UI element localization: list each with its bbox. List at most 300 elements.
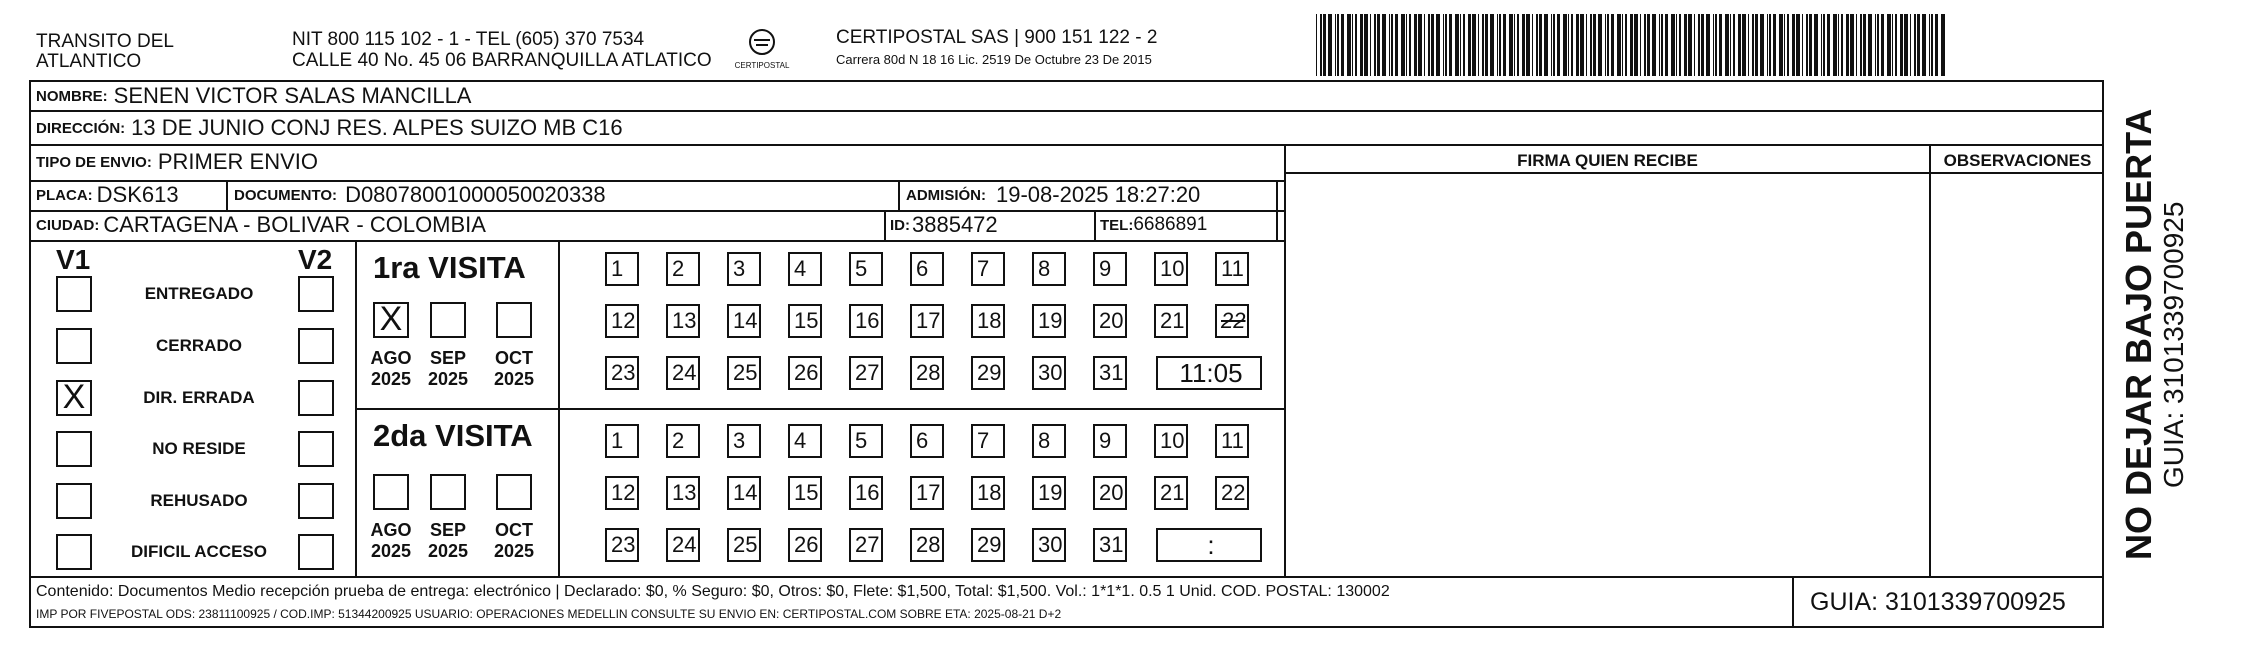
barcode-bar bbox=[1821, 14, 1822, 76]
barcode-bar bbox=[1904, 14, 1908, 76]
divider bbox=[1929, 144, 1931, 576]
divider bbox=[226, 180, 228, 210]
direccion-value: 13 DE JUNIO CONJ RES. ALPES SUIZO MB C16 bbox=[131, 115, 623, 140]
id-value: 3885472 bbox=[912, 212, 998, 237]
barcode-bar bbox=[1661, 14, 1663, 76]
v2-checkbox[interactable] bbox=[298, 431, 334, 467]
v1-checkbox[interactable] bbox=[56, 276, 92, 312]
side-guia: GUIA: 3101339700925 bbox=[2158, 201, 2189, 488]
month-year: 2025 bbox=[493, 541, 535, 561]
divider bbox=[29, 144, 2104, 146]
barcode-bar bbox=[1316, 14, 1317, 76]
day-box[interactable]: 10 bbox=[1154, 424, 1188, 458]
v1-checkbox[interactable] bbox=[56, 431, 92, 467]
day-box[interactable]: 19 bbox=[1032, 476, 1066, 510]
barcode-bar bbox=[1665, 14, 1668, 76]
barcode-bar bbox=[1688, 14, 1692, 76]
barcode-bar bbox=[1935, 14, 1938, 76]
divider bbox=[29, 240, 1284, 242]
direccion-row bbox=[36, 114, 623, 142]
v2-checkbox[interactable] bbox=[298, 380, 334, 416]
barcode-bar bbox=[1370, 14, 1371, 76]
v1-checkbox[interactable] bbox=[56, 534, 92, 570]
barcode-bar bbox=[1418, 14, 1422, 76]
day-box[interactable]: 9 bbox=[1093, 252, 1127, 286]
day-box[interactable]: 7 bbox=[971, 424, 1005, 458]
admision-field bbox=[906, 181, 1200, 209]
barcode-bar bbox=[1900, 14, 1903, 76]
barcode-bar bbox=[1514, 14, 1515, 76]
barcode-bar bbox=[1827, 14, 1830, 76]
barcode-bar bbox=[1431, 14, 1434, 76]
barcode-bar bbox=[1706, 14, 1710, 76]
v2-header: V2 bbox=[298, 244, 333, 275]
day-box[interactable]: 5 bbox=[849, 252, 883, 286]
barcode-bar bbox=[1659, 14, 1660, 76]
barcode-bar bbox=[1395, 14, 1398, 76]
day-box[interactable]: 8 bbox=[1032, 252, 1066, 286]
time-box[interactable]: 11:05 bbox=[1156, 356, 1262, 390]
month-checkbox[interactable] bbox=[430, 302, 466, 338]
day-box[interactable]: 27 bbox=[849, 528, 883, 562]
day-box[interactable]: 22 bbox=[1215, 304, 1249, 338]
barcode-bar bbox=[1856, 14, 1857, 76]
day-box[interactable]: 31 bbox=[1093, 356, 1127, 390]
month-label bbox=[420, 348, 476, 390]
v2-checkbox[interactable] bbox=[298, 483, 334, 519]
barcode-bar bbox=[1868, 14, 1872, 76]
barcode-bar bbox=[1694, 14, 1695, 76]
barcode-bar bbox=[1568, 14, 1569, 76]
documento-field bbox=[234, 181, 606, 209]
time-box[interactable]: : bbox=[1156, 528, 1262, 562]
barcode-bar bbox=[1738, 14, 1741, 76]
barcode-bar bbox=[1796, 14, 1800, 76]
day-box[interactable]: 16 bbox=[849, 476, 883, 510]
barcode-bar bbox=[1914, 14, 1916, 76]
divider bbox=[884, 210, 886, 240]
barcode-bar bbox=[1335, 14, 1336, 76]
v1-checkbox[interactable] bbox=[56, 483, 92, 519]
barcode-bar bbox=[1478, 14, 1479, 76]
barcode-bar bbox=[1644, 14, 1646, 76]
barcode-bar bbox=[1553, 14, 1555, 76]
month-year: 2025 bbox=[370, 369, 412, 389]
day-box[interactable]: 5 bbox=[849, 424, 883, 458]
barcode-bar bbox=[1679, 14, 1681, 76]
barcode-bar bbox=[1598, 14, 1602, 76]
day-box[interactable]: 17 bbox=[910, 476, 944, 510]
barcode-bar bbox=[1809, 14, 1812, 76]
status-option-label: CERRADO bbox=[156, 336, 242, 355]
day-box[interactable]: 8 bbox=[1032, 424, 1066, 458]
barcode-bar bbox=[1428, 14, 1430, 76]
barcode-bar bbox=[1792, 14, 1795, 76]
day-box[interactable]: 7 bbox=[971, 252, 1005, 286]
month-year: 2025 bbox=[493, 369, 535, 389]
month-name: SEP bbox=[429, 348, 467, 368]
day-box[interactable]: 29 bbox=[971, 356, 1005, 390]
barcode-bar bbox=[1929, 14, 1930, 76]
ciudad-label: CIUDAD: bbox=[36, 216, 100, 234]
day-box[interactable]: 21 bbox=[1154, 304, 1188, 338]
tel-value: 6686891 bbox=[1133, 214, 1208, 235]
barcode-bar bbox=[1779, 14, 1783, 76]
barcode-bar bbox=[1382, 14, 1386, 76]
barcode-bar bbox=[1733, 14, 1735, 76]
day-box[interactable]: 1 bbox=[605, 424, 639, 458]
barcode-bar bbox=[1676, 14, 1677, 76]
divider bbox=[1792, 576, 1794, 628]
contenido-line: Contenido: Documentos Medio recepción prueba de entrega: electrónico | Declarado: $0, % Seguro: $0, Otros: $0, Flete: $1,500, Total: $1,500. Vol.: 1*1*1. 0.5 1 Unid. COD. POSTAL: 130002 bbox=[36, 583, 1390, 600]
documento-label: DOCUMENTO: bbox=[234, 186, 338, 204]
day-box[interactable]: 23 bbox=[605, 528, 639, 562]
tipo-envio-value: PRIMER ENVIO bbox=[157, 149, 318, 174]
day-box[interactable]: 24 bbox=[666, 356, 700, 390]
barcode-bar bbox=[1449, 14, 1452, 76]
barcode-bar bbox=[1455, 14, 1459, 76]
nombre-value: SENEN VICTOR SALAS MANCILLA bbox=[113, 83, 472, 108]
month-name: SEP bbox=[429, 520, 467, 540]
day-box[interactable]: 4 bbox=[788, 424, 822, 458]
barcode-bar bbox=[1769, 14, 1771, 76]
v1-header: V1 bbox=[56, 244, 91, 275]
barcode-bar bbox=[1503, 14, 1506, 76]
barcode-bar bbox=[1833, 14, 1837, 76]
status-option-label: NO RESIDE bbox=[152, 439, 246, 458]
day-box[interactable]: 23 bbox=[605, 356, 639, 390]
barcode-bar bbox=[1671, 14, 1675, 76]
barcode-bar bbox=[1424, 14, 1425, 76]
v2-checkbox[interactable] bbox=[298, 276, 334, 312]
month-label bbox=[363, 348, 419, 390]
barcode-bar bbox=[1482, 14, 1484, 76]
month-checkbox[interactable] bbox=[430, 474, 466, 510]
barcode-bar bbox=[1941, 14, 1945, 76]
barcode-bar bbox=[1593, 14, 1596, 76]
id-label: ID: bbox=[890, 216, 910, 234]
month-checkbox[interactable] bbox=[496, 302, 532, 338]
month-name: AGO bbox=[370, 348, 412, 368]
address-line: CALLE 40 No. 45 06 BARRANQUILLA ATLATICO bbox=[292, 50, 712, 71]
day-box[interactable]: 3 bbox=[727, 424, 761, 458]
barcode-bar bbox=[1617, 14, 1621, 76]
barcode-bar bbox=[1463, 14, 1465, 76]
org-name-line2: ATLANTICO bbox=[36, 51, 142, 72]
day-box[interactable]: 17 bbox=[910, 304, 944, 338]
barcode-bar bbox=[1787, 14, 1789, 76]
footer-guia: GUIA: 3101339700925 bbox=[1810, 588, 2066, 616]
day-box[interactable]: 29 bbox=[971, 528, 1005, 562]
barcode-bar bbox=[1580, 14, 1584, 76]
barcode-bar bbox=[1586, 14, 1587, 76]
placa-value: DSK613 bbox=[96, 182, 179, 207]
barcode-bar bbox=[1436, 14, 1440, 76]
month-name: AGO bbox=[370, 520, 412, 540]
barcode-bar bbox=[1725, 14, 1729, 76]
barcode-bar bbox=[1823, 14, 1825, 76]
divider bbox=[355, 408, 1284, 410]
barcode-bar bbox=[1445, 14, 1447, 76]
month-label bbox=[420, 520, 476, 562]
ciudad-value: CARTAGENA - BOLIVAR - COLOMBIA bbox=[103, 212, 486, 237]
day-box[interactable]: 20 bbox=[1093, 304, 1127, 338]
barcode-bar bbox=[1841, 14, 1843, 76]
barcode-bar bbox=[1571, 14, 1573, 76]
barcode-bar bbox=[1701, 14, 1704, 76]
day-box[interactable]: 9 bbox=[1093, 424, 1127, 458]
day-box[interactable]: 12 bbox=[605, 304, 639, 338]
admision-label: ADMISIÓN: bbox=[906, 186, 986, 204]
tipo-envio-row bbox=[36, 148, 318, 176]
month-label bbox=[363, 520, 419, 562]
barcode-bar bbox=[1802, 14, 1803, 76]
barcode-bar bbox=[1563, 14, 1567, 76]
barcode-bar bbox=[1539, 14, 1542, 76]
day-box[interactable]: 27 bbox=[849, 356, 883, 390]
barcode-bar bbox=[1409, 14, 1411, 76]
barcode-bar bbox=[1323, 14, 1326, 76]
barcode-bar bbox=[1773, 14, 1776, 76]
barcode-bar bbox=[1509, 14, 1513, 76]
divider bbox=[1276, 180, 1278, 240]
barcode-bar bbox=[1684, 14, 1687, 76]
barcode-bar bbox=[1652, 14, 1656, 76]
barcode-bar bbox=[1391, 14, 1393, 76]
day-box[interactable]: 15 bbox=[788, 476, 822, 510]
month-year: 2025 bbox=[427, 369, 469, 389]
divider bbox=[1094, 210, 1096, 240]
day-box[interactable]: 21 bbox=[1154, 476, 1188, 510]
barcode-bar bbox=[1532, 14, 1533, 76]
org-name-line1: TRANSITO DEL bbox=[36, 31, 174, 52]
barcode-bar bbox=[1755, 14, 1758, 76]
documento-value: D08078001000050020338 bbox=[345, 182, 606, 207]
month-checkbox[interactable] bbox=[373, 474, 409, 510]
barcode-bar bbox=[1320, 14, 1322, 76]
barcode-bar bbox=[1607, 14, 1609, 76]
tipo-envio-label: TIPO DE ENVIO: bbox=[36, 153, 152, 171]
day-box[interactable]: 30 bbox=[1032, 356, 1066, 390]
barcode-bar bbox=[1917, 14, 1920, 76]
barcode-bar bbox=[1767, 14, 1768, 76]
barcode-bar bbox=[1347, 14, 1351, 76]
barcode-bar bbox=[1748, 14, 1749, 76]
barcode-bar bbox=[1838, 14, 1839, 76]
barcode-bar bbox=[1443, 14, 1444, 76]
day-box[interactable]: 31 bbox=[1093, 528, 1127, 562]
nombre-label: NOMBRE: bbox=[36, 87, 108, 105]
day-box[interactable]: 11 bbox=[1215, 252, 1249, 286]
barcode-bar bbox=[1895, 14, 1897, 76]
v1-checkbox[interactable] bbox=[56, 328, 92, 364]
day-box[interactable]: 22 bbox=[1215, 476, 1249, 510]
day-box[interactable]: 10 bbox=[1154, 252, 1188, 286]
barcode-bar bbox=[1490, 14, 1494, 76]
month-year: 2025 bbox=[427, 541, 469, 561]
admision-value: 19-08-2025 18:27:20 bbox=[996, 182, 1201, 207]
status-option-label: REHUSADO bbox=[150, 491, 248, 510]
month-year: 2025 bbox=[370, 541, 412, 561]
barcode-bar bbox=[1892, 14, 1893, 76]
barcode-bar bbox=[1863, 14, 1866, 76]
v1-checkbox[interactable]: X bbox=[56, 380, 92, 416]
nombre-row bbox=[36, 82, 471, 110]
barcode-bar bbox=[1630, 14, 1633, 76]
barcode-bar bbox=[1931, 14, 1933, 76]
barcode-bar bbox=[1713, 14, 1714, 76]
day-box[interactable]: 1 bbox=[605, 252, 639, 286]
day-box[interactable]: 30 bbox=[1032, 528, 1066, 562]
day-box[interactable]: 15 bbox=[788, 304, 822, 338]
barcode-bar bbox=[1640, 14, 1641, 76]
v2-checkbox[interactable] bbox=[298, 534, 334, 570]
month-checkbox[interactable]: X bbox=[373, 302, 409, 338]
observaciones-area[interactable] bbox=[1933, 174, 2102, 574]
day-box[interactable]: 2 bbox=[666, 252, 700, 286]
barcode-bar bbox=[1752, 14, 1754, 76]
barcode-bar bbox=[1355, 14, 1357, 76]
visit2-title: 2da VISITA bbox=[373, 418, 533, 453]
barcode-bar bbox=[1719, 14, 1722, 76]
day-box[interactable]: 26 bbox=[788, 356, 822, 390]
day-box[interactable]: 13 bbox=[666, 476, 700, 510]
day-box[interactable]: 20 bbox=[1093, 476, 1127, 510]
barcode-bar bbox=[1730, 14, 1731, 76]
day-box[interactable]: 14 bbox=[727, 304, 761, 338]
day-box[interactable]: 25 bbox=[727, 356, 761, 390]
firma-header: FIRMA QUIEN RECIBE bbox=[1517, 151, 1698, 170]
status-option-label: ENTREGADO bbox=[144, 284, 254, 303]
day-box[interactable]: 6 bbox=[910, 424, 944, 458]
barcode-bar bbox=[1374, 14, 1376, 76]
barcode-bar bbox=[1536, 14, 1538, 76]
day-box[interactable]: 4 bbox=[788, 252, 822, 286]
barcode-bar bbox=[1414, 14, 1417, 76]
barcode-bar bbox=[1544, 14, 1548, 76]
barcode-bar bbox=[1364, 14, 1368, 76]
day-box[interactable]: 18 bbox=[971, 476, 1005, 510]
divider bbox=[1284, 144, 1286, 576]
tel-field bbox=[1100, 211, 1207, 239]
placa-label: PLACA: bbox=[36, 186, 93, 204]
barcode-bar bbox=[1328, 14, 1332, 76]
barcode-bar bbox=[1887, 14, 1891, 76]
barcode-bar bbox=[1877, 14, 1879, 76]
day-box[interactable]: 28 bbox=[910, 356, 944, 390]
ciudad-field bbox=[36, 211, 486, 239]
barcode-bar bbox=[1784, 14, 1785, 76]
barcode-bar bbox=[1881, 14, 1884, 76]
barcode-bar bbox=[1625, 14, 1627, 76]
status-option-label: DIR. ERRADA bbox=[143, 388, 255, 407]
day-box[interactable]: 2 bbox=[666, 424, 700, 458]
barcode-bar bbox=[1526, 14, 1530, 76]
day-box[interactable]: 13 bbox=[666, 304, 700, 338]
barcode-bar bbox=[1922, 14, 1926, 76]
barcode-bar bbox=[1760, 14, 1764, 76]
day-box[interactable]: 12 bbox=[605, 476, 639, 510]
status-option-label: DIFICIL ACCESO bbox=[130, 542, 267, 561]
barcode-bar bbox=[1850, 14, 1854, 76]
barcode-bar bbox=[1497, 14, 1498, 76]
barcode-bar bbox=[1389, 14, 1390, 76]
month-label bbox=[486, 520, 542, 562]
tel-label: TEL: bbox=[1100, 216, 1134, 234]
barcode-bar bbox=[1341, 14, 1344, 76]
day-box[interactable]: 26 bbox=[788, 528, 822, 562]
day-box[interactable]: 16 bbox=[849, 304, 883, 338]
v2-checkbox[interactable] bbox=[298, 328, 334, 364]
visit1-title: 1ra VISITA bbox=[373, 250, 526, 285]
day-box[interactable]: 18 bbox=[971, 304, 1005, 338]
month-checkbox[interactable] bbox=[496, 474, 532, 510]
logo-text: CERTIPOSTAL bbox=[734, 61, 790, 70]
barcode-bar bbox=[1875, 14, 1876, 76]
barcode-bar bbox=[1698, 14, 1700, 76]
barcode-bar bbox=[1522, 14, 1525, 76]
barcode bbox=[1316, 14, 1954, 76]
barcode-bar bbox=[1551, 14, 1552, 76]
day-box[interactable]: 24 bbox=[666, 528, 700, 562]
barcode-bar bbox=[1472, 14, 1476, 76]
barcode-bar bbox=[1468, 14, 1471, 76]
barcode-bar bbox=[1611, 14, 1614, 76]
barcode-bar bbox=[1846, 14, 1849, 76]
day-box[interactable]: 6 bbox=[910, 252, 944, 286]
barcode-bar bbox=[1360, 14, 1363, 76]
nit-line: NIT 800 115 102 - 1 - TEL (605) 370 7534 bbox=[292, 29, 645, 50]
day-box[interactable]: 25 bbox=[727, 528, 761, 562]
direccion-label: DIRECCIÓN: bbox=[36, 119, 126, 137]
barcode-bar bbox=[1622, 14, 1623, 76]
placa-field bbox=[36, 181, 179, 209]
barcode-bar bbox=[1337, 14, 1339, 76]
month-name: OCT bbox=[495, 348, 533, 368]
day-box[interactable]: 28 bbox=[910, 528, 944, 562]
courier-line: CERTIPOSTAL SAS | 900 151 122 - 2 bbox=[836, 27, 1158, 48]
barcode-bar bbox=[1715, 14, 1717, 76]
month-label bbox=[486, 348, 542, 390]
observaciones-header: OBSERVACIONES bbox=[1943, 151, 2092, 170]
barcode-bar bbox=[1806, 14, 1808, 76]
month-name: OCT bbox=[495, 520, 533, 540]
day-box[interactable]: 3 bbox=[727, 252, 761, 286]
id-field bbox=[890, 211, 998, 239]
barcode-bar bbox=[1485, 14, 1488, 76]
imp-line: IMP POR FIVEPOSTAL ODS: 23811100925 / COD.IMP: 51344200925 USUARIO: OPERACIONES MEDELLIN CONSULTE SU ENVIO EN: CERTIPOSTAL.COM SOBRE ETA: 2025-08-21 D+2 bbox=[36, 607, 1062, 621]
barcode-bar bbox=[1590, 14, 1592, 76]
barcode-bar bbox=[1910, 14, 1911, 76]
day-box[interactable]: 11 bbox=[1215, 424, 1249, 458]
barcode-bar bbox=[1406, 14, 1407, 76]
barcode-bar bbox=[1499, 14, 1501, 76]
signature-area[interactable] bbox=[1288, 174, 1927, 574]
day-box[interactable]: 14 bbox=[727, 476, 761, 510]
divider bbox=[898, 180, 900, 210]
barcode-bar bbox=[1605, 14, 1606, 76]
certipostal-logo bbox=[732, 26, 792, 74]
barcode-bar bbox=[1742, 14, 1746, 76]
barcode-bar bbox=[1634, 14, 1638, 76]
barcode-bar bbox=[1377, 14, 1380, 76]
no-dejar-warning: NO DEJAR BAJO PUERTA bbox=[2118, 108, 2159, 560]
barcode-bar bbox=[1517, 14, 1519, 76]
barcode-bar bbox=[1576, 14, 1579, 76]
barcode-bar bbox=[1814, 14, 1818, 76]
day-box[interactable]: 19 bbox=[1032, 304, 1066, 338]
barcode-bar bbox=[1860, 14, 1862, 76]
